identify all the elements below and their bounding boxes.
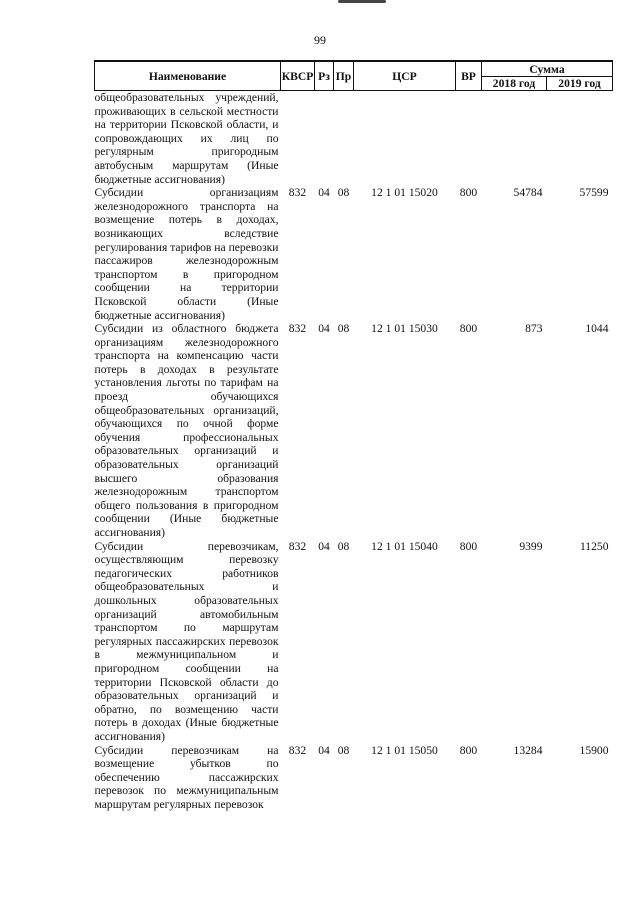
table-body — [95, 91, 613, 812]
row-vr: 800 — [459, 322, 478, 336]
row-pr: 08 — [337, 322, 350, 336]
header-pr: Пр — [334, 61, 354, 91]
row-sum-2019: 15900 — [579, 743, 609, 757]
header-rz: Рз — [315, 61, 334, 91]
table-row — [95, 744, 613, 812]
row-vr — [456, 91, 482, 187]
row-kvsr: 832 — [288, 743, 307, 757]
row-sum-2019 — [547, 91, 613, 187]
table-row — [95, 540, 613, 744]
row-sum-2018: 13284 — [513, 743, 543, 757]
header-2018: 2018 год — [482, 77, 547, 91]
row-kvsr: 832 — [288, 186, 307, 200]
header-vr: ВР — [456, 61, 482, 91]
row-vr: 800 — [459, 539, 478, 553]
row-rz: 04 — [318, 322, 330, 336]
row-sum-2019: 1044 — [585, 322, 609, 336]
row-rz: 04 — [318, 539, 330, 553]
row-name: общеобразовательных учреждений, проживающих в сельской местности на территории Псковской области, и сопровождающих их лиц по регулярным пригородным автобусным маршрутам (Иные бюджетные ассигнования) — [94, 91, 279, 186]
row-sum-2019: 57599 — [579, 186, 609, 200]
row-name: Субсидии перевозчикам, осуществляющим перевозку педагогических работников общеобразовательных и дошкольных образовательных организаций автомобильным транспортом по маршрутам регулярных пассажирских перевозок в межмуниципальном и пригородном сообщении на территории Псковской области до образовательных организаций и обратно, по возмещению части потерь в доходах (Иные бюджетные ассигнования) — [94, 539, 279, 743]
row-csr: 12 1 01 15030 — [371, 322, 438, 336]
row-pr: 08 — [337, 539, 350, 553]
header-name: Наименование — [95, 61, 281, 91]
row-pr: 08 — [337, 743, 350, 757]
row-csr: 12 1 01 15040 — [371, 539, 438, 553]
header-2019: 2019 год — [547, 77, 613, 91]
budget-table — [94, 60, 613, 811]
row-name: Субсидии из областного бюджета организациям железнодорожного транспорта на компенсацию части потерь в доходах в результате установления льготы по тарифам на проезд обучающихся общеобразовательных организаций, обучающихся по очной форме обучения профессиональных образовательных организаций и образовательных организаций высшего образования железнодорожным транспортом общего пользования в пригородном сообщении (Иные бюджетные ассигнования) — [94, 322, 279, 539]
budget-table-container — [94, 60, 612, 811]
row-kvsr: 832 — [288, 322, 307, 336]
row-pr — [334, 91, 354, 187]
row-csr — [354, 91, 456, 187]
row-vr: 800 — [459, 743, 478, 757]
header-sum: Сумма — [482, 61, 613, 77]
row-rz: 04 — [318, 186, 330, 200]
row-vr: 800 — [459, 186, 478, 200]
table-row — [95, 186, 613, 322]
scan-mark — [338, 0, 386, 3]
row-sum-2019: 11250 — [579, 539, 609, 553]
row-sum-2018: 873 — [525, 322, 543, 336]
row-name: Субсидии организациям железнодорожного транспорта на возмещение потерь в доходах, возникающих вследствие регулирования тарифов на перевозки пассажиров железнодорожным транспортом в пригородном сообщении на территории Псковской области (Иные бюджетные ассигнования) — [94, 186, 279, 322]
row-sum-2018: 54784 — [513, 186, 543, 200]
row-pr: 08 — [337, 186, 350, 200]
row-csr: 12 1 01 15020 — [371, 186, 438, 200]
row-name: Субсидии перевозчикам на возмещение убытков по обеспечению пассажирских перевозок по межмуниципальным маршрутам регулярных перевозок — [94, 743, 279, 811]
page-number: 99 — [314, 33, 326, 47]
row-csr: 12 1 01 15050 — [371, 743, 438, 757]
table-row — [95, 91, 613, 187]
table-row — [95, 322, 613, 540]
row-kvsr — [281, 91, 315, 187]
row-sum-2018 — [482, 91, 547, 187]
header-kvsr: КВСР — [281, 61, 315, 91]
row-kvsr: 832 — [288, 539, 307, 553]
row-rz — [315, 91, 334, 187]
row-rz: 04 — [318, 743, 330, 757]
header-csr: ЦСР — [354, 61, 456, 91]
row-sum-2018: 9399 — [519, 539, 543, 553]
